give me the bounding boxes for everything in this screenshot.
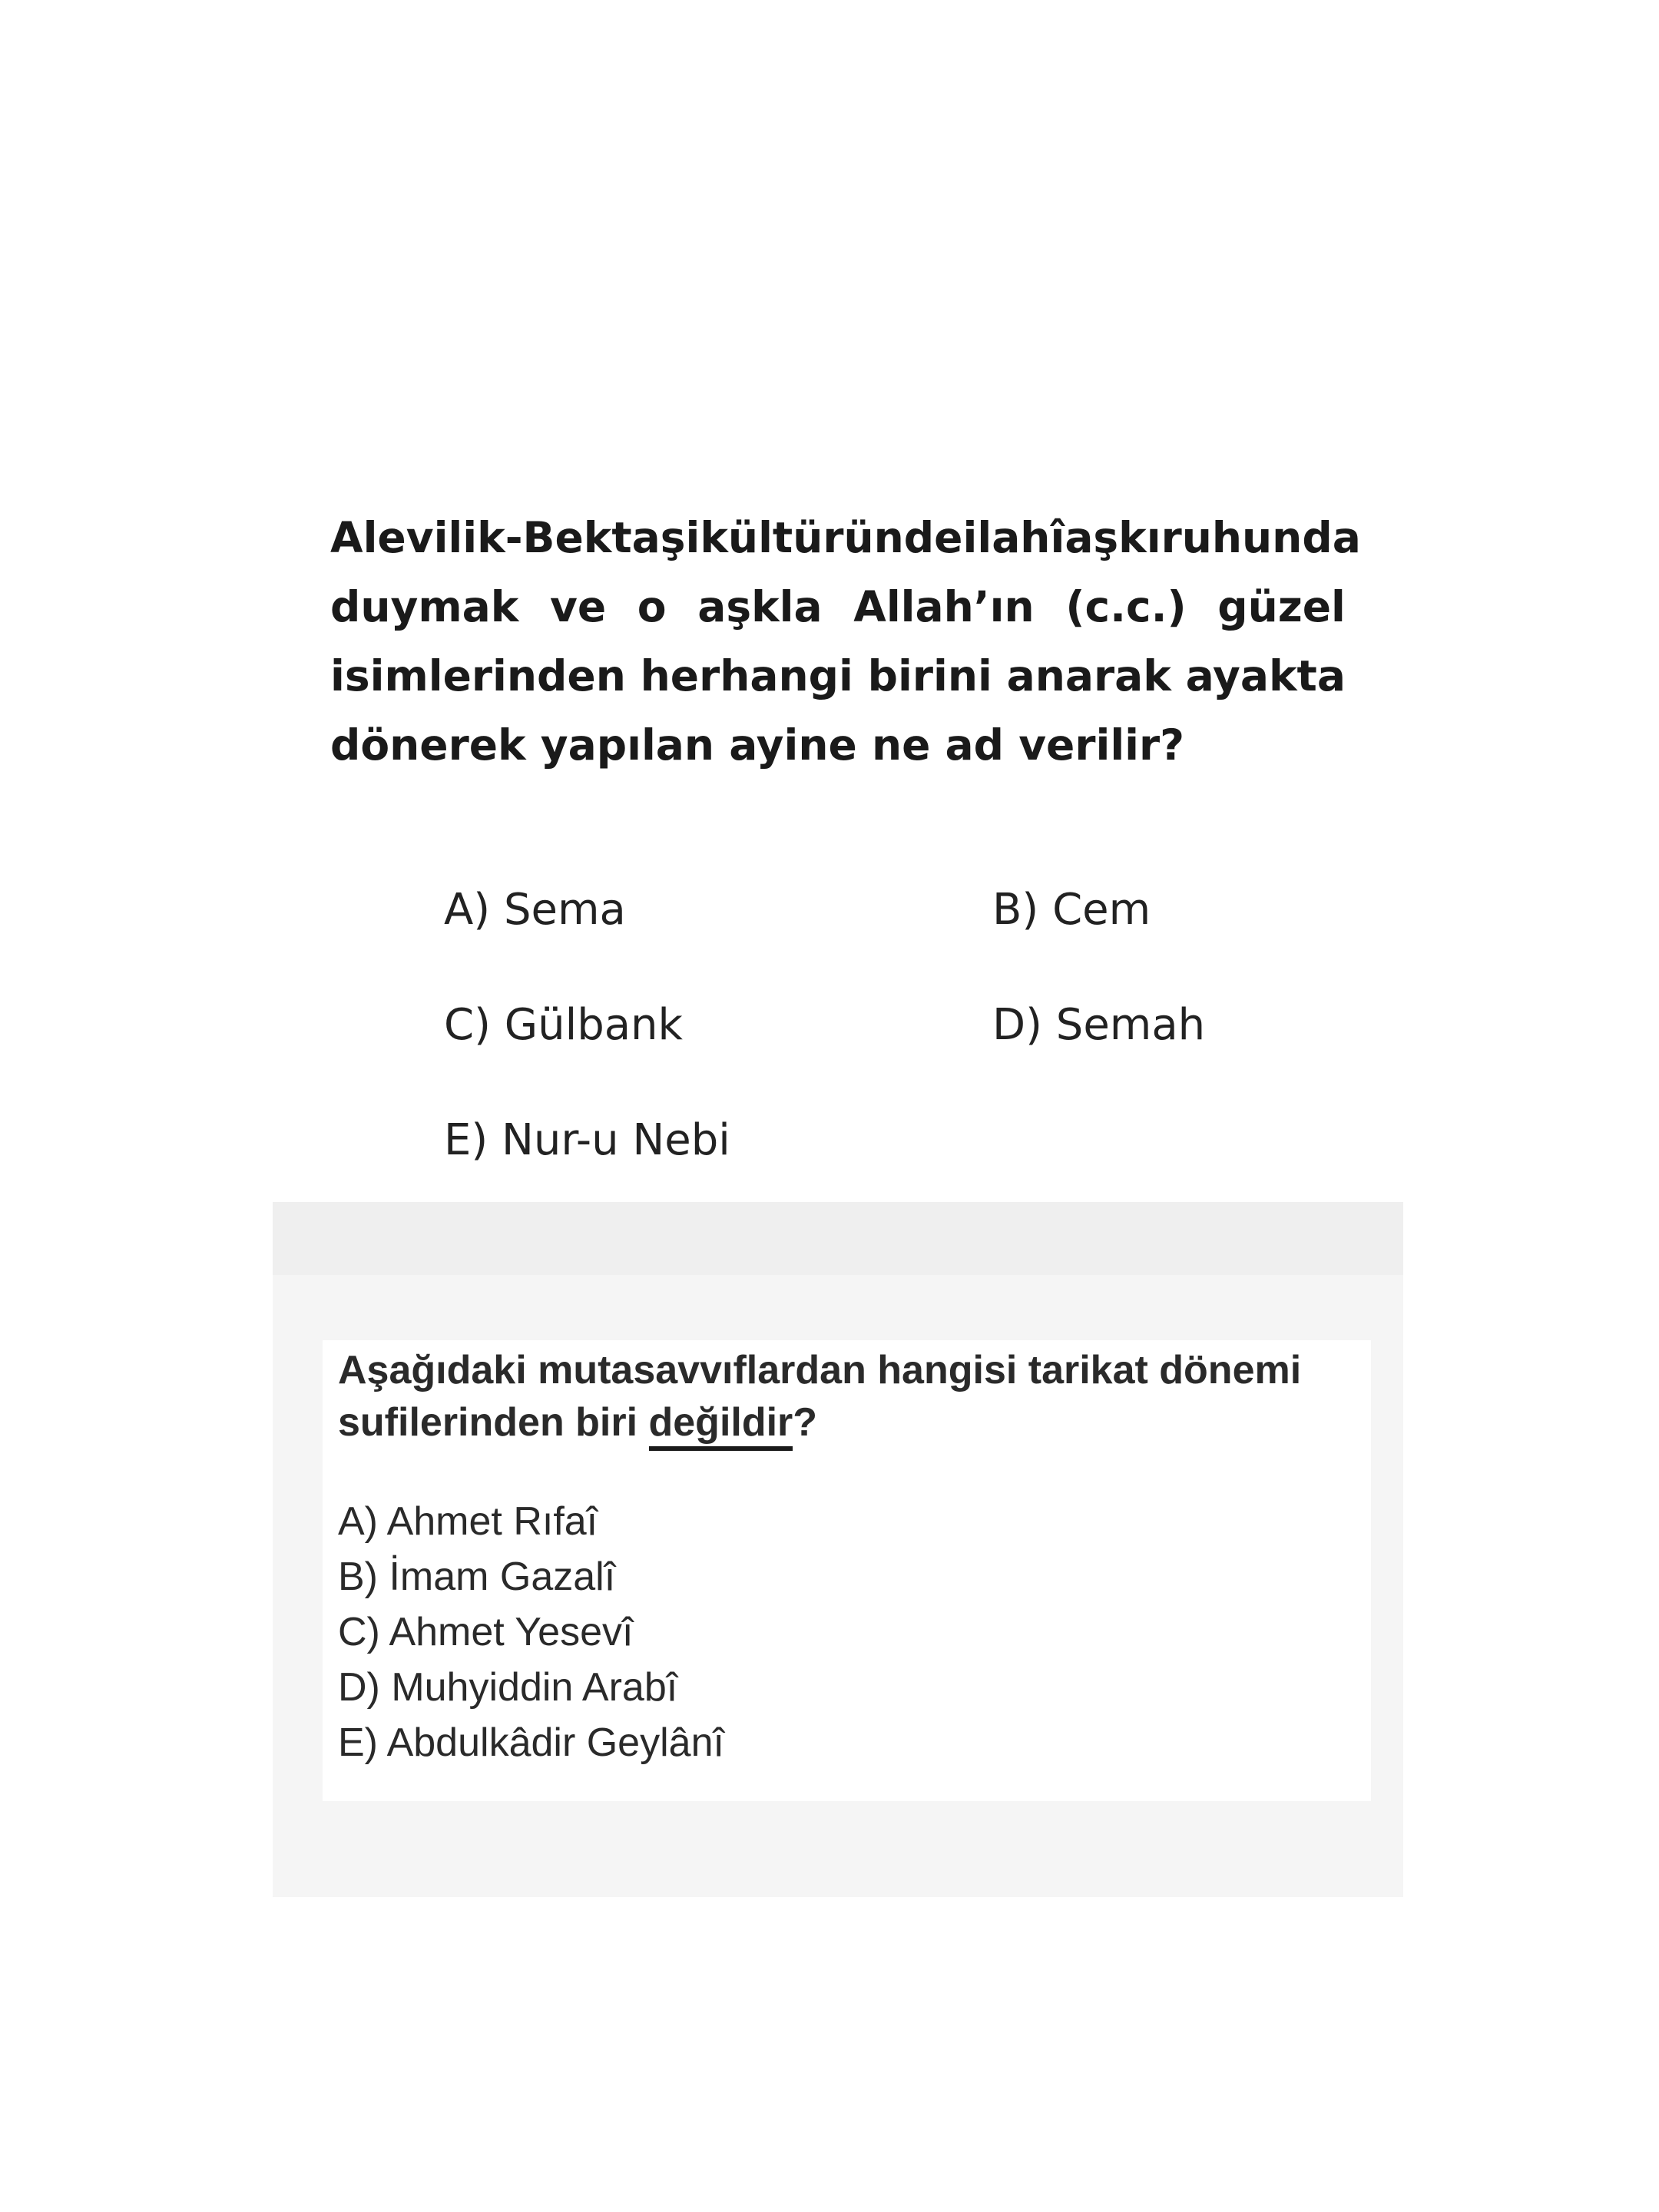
question-1-line-2: [330, 572, 1346, 641]
option-d[interactable]: D) Semah: [992, 1000, 1206, 1050]
question-2-line-2: [338, 1396, 1367, 1449]
question-2-option-e[interactable]: E) Abdulkâdir Geylânî: [338, 1720, 724, 1765]
word: o: [637, 582, 667, 631]
option-c[interactable]: C) Gülbank: [444, 1000, 683, 1050]
word: Alevilik-Bektaşi: [330, 513, 700, 562]
question-1-line-3: [330, 641, 1346, 710]
word: ve: [550, 582, 607, 631]
question-2-option-c[interactable]: C) Ahmet Yesevî: [338, 1610, 634, 1654]
word: aşkı: [1065, 513, 1161, 562]
word: herhangi: [640, 651, 853, 700]
question-mark: ?: [793, 1400, 818, 1445]
pasted-image-top-strip: [273, 1202, 1403, 1275]
word: isimlerinden: [330, 651, 626, 700]
question-2-option-d[interactable]: D) Muhyiddin Arabî: [338, 1665, 678, 1710]
question-2-line-1: Aşağıdaki mutasavvıflardan hangisi tarikat dönemi: [338, 1348, 1302, 1392]
question-2-line-2-prefix: sufilerinden biri: [338, 1400, 649, 1445]
option-a[interactable]: A) Sema: [444, 885, 626, 935]
word: aşkla: [697, 582, 823, 631]
word: anarak: [1006, 651, 1171, 700]
question-2-option-a[interactable]: A) Ahmet Rıfaî: [338, 1499, 598, 1544]
option-e[interactable]: E) Nur-u Nebi: [444, 1115, 730, 1165]
word: kültüründe: [700, 513, 963, 562]
question-2-options: [338, 1494, 724, 1770]
question-1-line-4: dönerek yapılan ayine ne ad verilir?: [330, 720, 1185, 770]
word: güzel: [1217, 582, 1346, 631]
word: Allah’ın: [853, 582, 1035, 631]
question-1-text: [330, 503, 1361, 780]
word: ayakta: [1185, 651, 1346, 700]
word: ilahî: [962, 513, 1065, 562]
question-2-text: [338, 1344, 1367, 1449]
word: birini: [867, 651, 992, 700]
option-b[interactable]: B) Cem: [992, 885, 1151, 935]
emphasized-word: değildir: [649, 1400, 793, 1451]
word: (c.c.): [1065, 582, 1187, 631]
question-1-line-1: [330, 503, 1361, 572]
question-2-option-b[interactable]: B) İmam Gazalî: [338, 1555, 616, 1599]
word: ruhunda: [1161, 513, 1361, 562]
word: duymak: [330, 582, 519, 631]
